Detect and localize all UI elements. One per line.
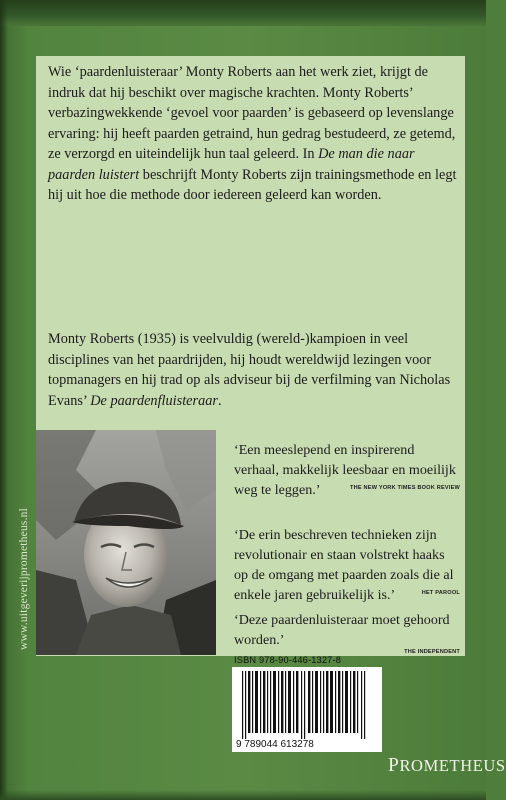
- bio-text: Monty Roberts (1935) is veelvuldig (wereld-)kampioen in veel disciplines van het paardrijden, hij houdt wereldwijd lezingen voor topmanagers en hij trad op als adviseur bij de verfilming van Nicholas Evans’: [48, 331, 451, 409]
- blurb-text: Wie ‘paardenluisteraar’ Monty Roberts aan het werk ziet, krijgt de indruk dat hij beschikt over magische krachten. Monty Roberts’ verbazingwekkende ‘gevoel voor paarden’ is gebaseerd op levenslange ervaring: hij heeft paarden getraind, hun gedrag bestudeerd, ze getemd, ze verzorgd en uiteindelijk hun taal geleerd. In: [48, 64, 456, 162]
- blurb-text-end: beschrijft Monty Roberts zijn trainingsmethode en legt hij uit hoe die methode door iedereen geleerd kan worden.: [48, 166, 457, 203]
- cover-bottom-edge: [0, 790, 486, 800]
- bio-text-end: .: [217, 392, 222, 409]
- review-source-1: THE NEW YORK TIMES BOOK REVIEW: [349, 485, 460, 491]
- publisher-initial: P: [388, 755, 400, 776]
- isbn-label: ISBN 978-90-446-1327-8: [234, 655, 342, 665]
- review-quote-1: ‘Een meeslepend en inspirerend verhaal, makkelijk leesbaar en moeilijk weg te leggen.’: [234, 442, 456, 498]
- author-photo: [36, 430, 216, 655]
- barcode-number: 9 789044 613278: [236, 739, 314, 750]
- publisher-name: ROMETHEUS: [399, 756, 506, 775]
- cover-top-edge: [0, 0, 486, 26]
- publisher-logo: [388, 755, 506, 777]
- author-portrait-image: [36, 430, 216, 655]
- book-blurb: [48, 62, 458, 206]
- author-bio: [48, 329, 458, 411]
- spine-shadow: [0, 0, 8, 800]
- bio-film-title: De paardenfluisteraar: [90, 392, 218, 409]
- publisher-website[interactable]: www.uitgeverijprometheus.nl: [18, 508, 30, 650]
- isbn-barcode: [232, 667, 382, 752]
- review-quote-2: ‘De erin beschreven technieken zijn revolutionair en staan volstrekt haaks op de omgang met paarden zoals die al enkele jaren gebruikelijk is.’: [234, 527, 454, 603]
- review-quote-3: ‘Deze paardenluisteraar moet gehoord worden.’: [234, 612, 450, 648]
- blurb-book-title: De man die naar paarden luistert: [48, 146, 415, 183]
- review-source-3: THE INDEPENDENT: [404, 649, 460, 655]
- barcode-bars: [232, 667, 382, 752]
- review-source-2: HET PAROOL: [421, 590, 460, 596]
